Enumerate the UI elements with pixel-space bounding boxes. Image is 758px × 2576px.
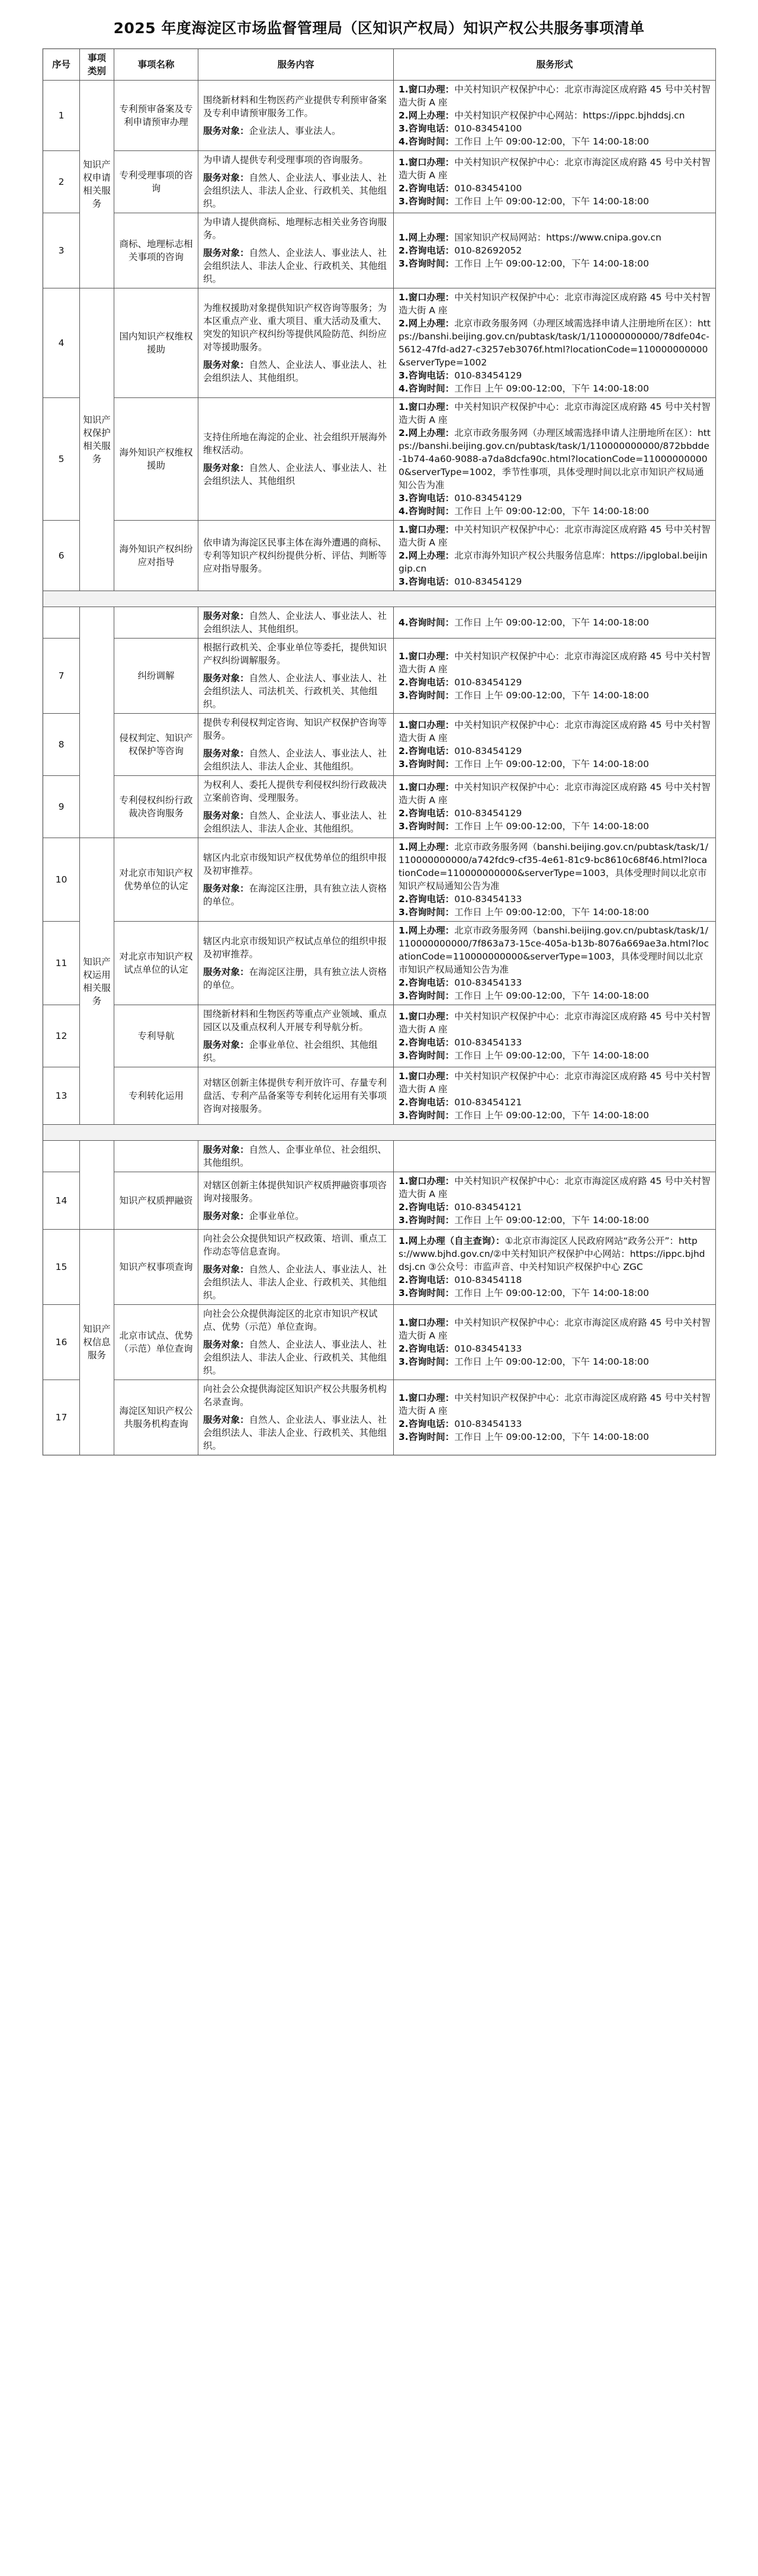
category-cell <box>80 607 114 838</box>
item-name: 知识产权质押融资 <box>114 1172 198 1230</box>
category-cell <box>80 1141 114 1230</box>
table-header-row <box>43 49 716 81</box>
table-row <box>43 776 716 838</box>
row-number: 9 <box>43 776 80 838</box>
service-content: 辖区内北京市级知识产权优势单位的组织申报及初审推荐。 服务对象：在海淀区注册，具有独立法人资格的单位。 <box>198 838 394 922</box>
service-content: 提供专利侵权判定咨询、知识产权保护咨询等服务。 服务对象：自然人、企业法人、事业法人、社会组织法人、非法人企业、其他组织。 <box>198 714 394 776</box>
service-content: 对辖区创新主体提供知识产权质押融资事项咨询对接服务。 服务对象：企事业单位。 <box>198 1172 394 1230</box>
header-category: 事项类别 <box>80 49 114 81</box>
item-name <box>114 607 198 639</box>
service-form <box>394 1141 716 1172</box>
category-cell: 知识产权保护相关服务 <box>80 288 114 591</box>
row-number: 11 <box>43 922 80 1005</box>
service-content: 支持住所地在海淀的企业、社会组织开展海外维权活动。 服务对象：自然人、企业法人、事业法人、社会组织法人、其他组织 <box>198 398 394 521</box>
table-row <box>43 151 716 213</box>
row-number <box>43 607 80 639</box>
service-form: 1.网上办理：北京市政务服务网（banshi.beijing.gov.cn/pubtask/task/1/110000000000/7f863a73-15ce-405a-b13b-8076a669ae3a.html?locationCode=110000000000&serverType=1003，具体受理时间以北京市知识产权局通知公告为准 2.咨询电话：010-83454133 3.咨询时间：工作日 上午 09:00-12:00，下午 14:00-18:00 <box>394 922 716 1005</box>
table-row <box>43 288 716 398</box>
service-list-sheet <box>43 49 715 1455</box>
item-name: 海外知识产权纠纷应对指导 <box>114 521 198 591</box>
service-form: 1.窗口办理：中关村知识产权保护中心：北京市海淀区成府路 45 号中关村智造大街 A 座 2.网上办理：北京市政务服务网（办理区域需选择申请人注册地所在区）：https://banshi.beijing.gov.cn/pubtask/task/1/110000000000/872bbdde-1b74-4a60-9088-a7da8dcfa90c.html?locationCode=110000000000&serverType=1002，季节性事项，具体受理时间以北京市知识产权局通知公告为准 3.咨询电话：010-83454129 4.咨询时间：工作日 上午 09:00-12:00，下午 14:00-18:00 <box>394 398 716 521</box>
page-break <box>43 591 716 607</box>
row-number: 2 <box>43 151 80 213</box>
service-form: 1.网上办理：国家知识产权局网站：https://www.cnipa.gov.cn 2.咨询电话：010-82692052 3.咨询时间：工作日 上午 09:00-12:00，下午 14:00-18:00 <box>394 213 716 288</box>
row-number: 15 <box>43 1230 80 1305</box>
row-number: 5 <box>43 398 80 521</box>
item-name: 海淀区知识产权公共服务机构查询 <box>114 1380 198 1455</box>
service-form: 1.窗口办理：中关村知识产权保护中心：北京市海淀区成府路 45 号中关村智造大街 A 座 2.咨询电话：010-83454129 3.咨询时间：工作日 上午 09:00-12:00，下午 14:00-18:00 <box>394 714 716 776</box>
item-name: 商标、地理标志相关事项的咨询 <box>114 213 198 288</box>
header-content: 服务内容 <box>198 49 394 81</box>
service-form: 1.窗口办理：中关村知识产权保护中心：北京市海淀区成府路 45 号中关村智造大街 A 座 2.咨询电话：010-83454100 3.咨询时间：工作日 上午 09:00-12:00，下午 14:00-18:00 <box>394 151 716 213</box>
service-content: 为维权援助对象提供知识产权咨询等服务；为本区重点产业、重大项目、重大活动及重大、突发的知识产权纠纷等提供风险防范、纠纷应对等援助服务。 服务对象：自然人、企业法人、事业法人、社会组织法人、其他组织。 <box>198 288 394 398</box>
item-name: 对北京市知识产权试点单位的认定 <box>114 922 198 1005</box>
service-content: 依申请为海淀区民事主体在海外遭遇的商标、专利等知识产权纠纷提供分析、评估、判断等应对指导服务。 <box>198 521 394 591</box>
table-row <box>43 213 716 288</box>
service-content: 为申请人提供商标、地理标志相关业务咨询服务。 服务对象：自然人、企业法人、事业法人、社会组织法人、非法人企业、行政机关、其他组织。 <box>198 213 394 288</box>
service-content: 向社会公众提供海淀区知识产权公共服务机构名录查询。 服务对象：自然人、企业法人、事业法人、社会组织法人、非法人企业、行政机关、其他组织。 <box>198 1380 394 1455</box>
item-name: 海外知识产权维权援助 <box>114 398 198 521</box>
service-table <box>43 49 716 1455</box>
item-name: 专利预审备案及专利申请预审办理 <box>114 81 198 151</box>
row-number: 17 <box>43 1380 80 1455</box>
service-content: 围绕新材料和生物医药产业提供专利预审备案及专利申请预审服务工作。 服务对象：企业法人、事业法人。 <box>198 81 394 151</box>
row-number: 16 <box>43 1305 80 1380</box>
header-name: 事项名称 <box>114 49 198 81</box>
service-form: 1.窗口办理：中关村知识产权保护中心：北京市海淀区成府路 45 号中关村智造大街 A 座 2.咨询电话：010-83454121 3.咨询时间：工作日 上午 09:00-12:00，下午 14:00-18:00 <box>394 1067 716 1125</box>
table-row <box>43 714 716 776</box>
table-row <box>43 1005 716 1067</box>
row-number: 3 <box>43 213 80 288</box>
item-name <box>114 1141 198 1172</box>
row-number: 6 <box>43 521 80 591</box>
table-row <box>43 521 716 591</box>
service-content: 为申请人提供专利受理事项的咨询服务。 服务对象：自然人、企业法人、事业法人、社会组织法人、非法人企业、行政机关、其他组织。 <box>198 151 394 213</box>
table-row <box>43 607 716 639</box>
row-number: 13 <box>43 1067 80 1125</box>
service-form: 1.窗口办理：中关村知识产权保护中心：北京市海淀区成府路 45 号中关村智造大街 A 座 2.网上办理：北京市政务服务网（办理区域需选择申请人注册地所在区）：https://banshi.beijing.gov.cn/pubtask/task/1/110000000000/78dfe04c-5612-47fd-ad27-c3257eb3076f.html?locationCode=110000000000&serverType=1002 3.咨询电话：010-83454129 4.咨询时间：工作日 上午 09:00-12:00，下午 14:00-18:00 <box>394 288 716 398</box>
category-cell: 知识产权信息服务 <box>80 1230 114 1455</box>
table-row <box>43 1141 716 1172</box>
item-name: 知识产权事项查询 <box>114 1230 198 1305</box>
service-form: 1.窗口办理：中关村知识产权保护中心：北京市海淀区成府路 45 号中关村智造大街 A 座 2.咨询电话：010-83454121 3.咨询时间：工作日 上午 09:00-12:00，下午 14:00-18:00 <box>394 1172 716 1230</box>
row-number: 7 <box>43 639 80 714</box>
row-number: 12 <box>43 1005 80 1067</box>
service-content: 向社会公众提供海淀区的北京市知识产权试点、优势（示范）单位查询。 服务对象：自然人、企业法人、事业法人、社会组织法人、非法人企业、行政机关、其他组织。 <box>198 1305 394 1380</box>
service-form: 1.窗口办理：中关村知识产权保护中心：北京市海淀区成府路 45 号中关村智造大街 A 座 2.咨询电话：010-83454129 3.咨询时间：工作日 上午 09:00-12:00，下午 14:00-18:00 <box>394 776 716 838</box>
service-content: 为权利人、委托人提供专利侵权纠纷行政裁决立案前咨询、受理服务。 服务对象：自然人、企业法人、事业法人、社会组织法人、非法人企业、其他组织。 <box>198 776 394 838</box>
item-name: 专利侵权纠纷行政裁决咨询服务 <box>114 776 198 838</box>
row-number <box>43 1141 80 1172</box>
item-name: 专利受理事项的咨询 <box>114 151 198 213</box>
service-form: 1.窗口办理：中关村知识产权保护中心：北京市海淀区成府路 45 号中关村智造大街 A 座 2.网上办理：中关村知识产权保护中心网站：https://ippc.bjhddsj.cn 3.咨询电话：010-83454100 4.咨询时间：工作日 上午 09:00-12:00，下午 14:00-18:00 <box>394 81 716 151</box>
service-form: 1.网上办理（自主查询）：①北京市海淀区人民政府网站“政务公开”：https://www.bjhd.gov.cn/②中关村知识产权保护中心网站：https://ippc.bjhddsj.cn ③公众号：市监声音、中关村知识产权保护中心 ZGC 2.咨询电话：010-83454118 3.咨询时间：工作日 上午 09:00-12:00，下午 14:00-18:00 <box>394 1230 716 1305</box>
service-form: 1.窗口办理：中关村知识产权保护中心：北京市海淀区成府路 45 号中关村智造大街 A 座 2.咨询电话：010-83454133 3.咨询时间：工作日 上午 09:00-12:00，下午 14:00-18:00 <box>394 1380 716 1455</box>
table-row <box>43 1230 716 1305</box>
page-break <box>43 1125 716 1141</box>
row-number: 4 <box>43 288 80 398</box>
item-name: 侵权判定、知识产权保护等咨询 <box>114 714 198 776</box>
table-row <box>43 1305 716 1380</box>
service-form: 1.窗口办理：中关村知识产权保护中心：北京市海淀区成府路 45 号中关村智造大街 A 座 2.咨询电话：010-83454133 3.咨询时间：工作日 上午 09:00-12:00，下午 14:00-18:00 <box>394 1005 716 1067</box>
table-row <box>43 922 716 1005</box>
service-content: 服务对象：自然人、企事业单位、社会组织、其他组织。 <box>198 1141 394 1172</box>
page-title: 2025 年度海淀区市场监督管理局（区知识产权局）知识产权公共服务事项清单 <box>113 20 645 37</box>
category-cell: 知识产权运用相关服务 <box>80 838 114 1125</box>
service-content: 围绕新材料和生物医药等重点产业领域、重点园区以及重点权利人开展专利导航分析。 服务对象：企事业单位、社会组织、其他组织。 <box>198 1005 394 1067</box>
service-content: 辖区内北京市级知识产权试点单位的组织申报及初审推荐。 服务对象：在海淀区注册，具有独立法人资格的单位。 <box>198 922 394 1005</box>
category-cell: 知识产权申请相关服务 <box>80 81 114 288</box>
item-name: 国内知识产权维权援助 <box>114 288 198 398</box>
item-name: 纠纷调解 <box>114 639 198 714</box>
table-row <box>43 1380 716 1455</box>
service-content: 向社会公众提供知识产权政策、培训、重点工作动态等信息查询。 服务对象：自然人、企业法人、事业法人、社会组织法人、非法人企业、行政机关、其他组织。 <box>198 1230 394 1305</box>
document-page <box>43 0 715 1455</box>
header-no: 序号 <box>43 49 80 81</box>
service-content: 服务对象：自然人、企业法人、事业法人、社会组织法人、其他组织。 <box>198 607 394 639</box>
row-number: 8 <box>43 714 80 776</box>
table-row <box>43 639 716 714</box>
service-content: 根据行政机关、企事业单位等委托，提供知识产权纠纷调解服务。 服务对象：自然人、企业法人、事业法人、社会组织法人、司法机关、行政机关、其他组织。 <box>198 639 394 714</box>
item-name: 专利转化运用 <box>114 1067 198 1125</box>
table-row <box>43 398 716 521</box>
item-name: 北京市试点、优势（示范）单位查询 <box>114 1305 198 1380</box>
service-form: 1.窗口办理：中关村知识产权保护中心：北京市海淀区成府路 45 号中关村智造大街 A 座 2.咨询电话：010-83454133 3.咨询时间：工作日 上午 09:00-12:00，下午 14:00-18:00 <box>394 1305 716 1380</box>
table-row <box>43 1067 716 1125</box>
row-number: 14 <box>43 1172 80 1230</box>
service-form: 1.窗口办理：中关村知识产权保护中心：北京市海淀区成府路 45 号中关村智造大街 A 座 2.咨询电话：010-83454129 3.咨询时间：工作日 上午 09:00-12:00，下午 14:00-18:00 <box>394 639 716 714</box>
item-name: 对北京市知识产权优势单位的认定 <box>114 838 198 922</box>
service-form: 4.咨询时间：工作日 上午 09:00-12:00，下午 14:00-18:00 <box>394 607 716 639</box>
row-number: 1 <box>43 81 80 151</box>
table-row <box>43 1172 716 1230</box>
table-row <box>43 838 716 922</box>
table-row <box>43 81 716 151</box>
header-form: 服务形式 <box>394 49 716 81</box>
row-number: 10 <box>43 838 80 922</box>
service-content: 对辖区创新主体提供专利开放许可、存量专利盘活、专利产品备案等专利转化运用有关事项咨询对接服务。 <box>198 1067 394 1125</box>
item-name: 专利导航 <box>114 1005 198 1067</box>
service-form: 1.窗口办理：中关村知识产权保护中心：北京市海淀区成府路 45 号中关村智造大街 A 座 2.网上办理：北京市海外知识产权公共服务信息库：https://ipglobal.beijingip.cn 3.咨询电话：010-83454129 <box>394 521 716 591</box>
service-form: 1.网上办理：北京市政务服务网（banshi.beijing.gov.cn/pubtask/task/1/110000000000/a742fdc9-cf35-4e61-81c9-bc8610c68f46.html?locationCode=110000000000&serverType=1003，具体受理时间以北京市知识产权局通知公告为准 2.咨询电话：010-83454133 3.咨询时间：工作日 上午 09:00-12:00，下午 14:00-18:00 <box>394 838 716 922</box>
